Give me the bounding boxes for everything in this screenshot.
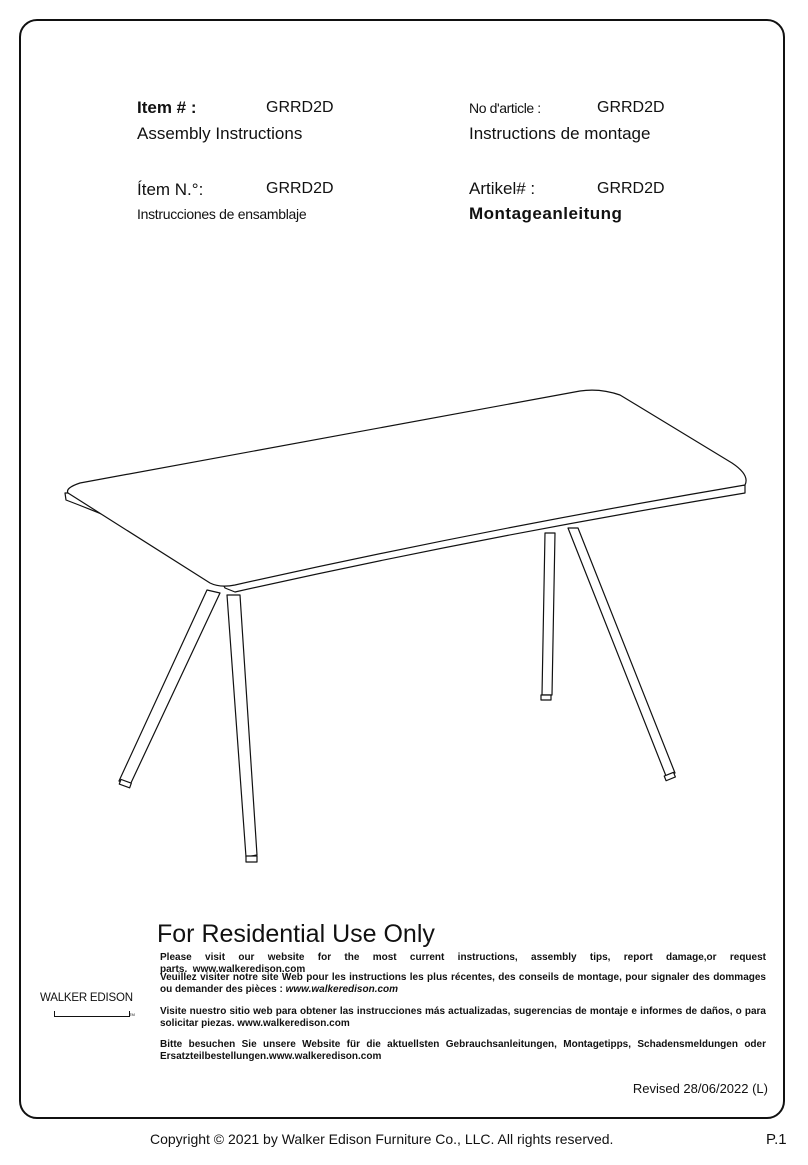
de-item-label: Artikel# : <box>469 179 536 198</box>
far-left-leg <box>568 528 675 781</box>
front-left-leg <box>119 590 220 788</box>
front-right-leg <box>227 595 257 862</box>
es-instructions-label: Instrucciones de ensamblaje <box>137 206 307 222</box>
info-spanish <box>160 1006 766 1030</box>
fr-item-label: No d'article : <box>469 100 541 116</box>
info-french-text: Veuillez visiter notre site Web pour les instructions les plus récentes, des conseils de montage, pour signaler des dommages ou demander des pièces : <box>160 972 766 995</box>
table-top-surface <box>68 390 747 586</box>
walker-edison-logo <box>40 992 142 1022</box>
revised-date: Revised 28/06/2022 (L) <box>632 1081 768 1096</box>
logo-text: WALKER EDISON <box>40 992 133 1004</box>
es-item-value: GRRD2D <box>266 180 334 197</box>
logo-trademark: TM <box>129 1012 135 1017</box>
copyright-notice: Copyright © 2021 by Walker Edison Furniture Co., LLC. All rights reserved. <box>150 1131 614 1147</box>
page-number: P.1 <box>766 1131 787 1148</box>
info-spanish-text: Visite nuestro sitio web para obtener las instrucciones más actualizadas, sugerencias de montaje e informes de daños, o para solicitar piezas. <box>160 1006 766 1029</box>
info-german <box>160 1039 766 1063</box>
de-instructions-label: Montageanleitung <box>469 204 623 223</box>
far-right-leg <box>541 533 555 700</box>
info-french <box>160 972 766 996</box>
info-english-url[interactable]: www.walkeredison.com <box>192 964 306 975</box>
info-spanish-url[interactable]: www.walkeredison.com <box>237 1018 350 1029</box>
fr-item-value: GRRD2D <box>597 99 665 116</box>
item-number-value: GRRD2D <box>266 99 334 116</box>
table-illustration <box>60 385 760 865</box>
logo-underline <box>54 1011 130 1017</box>
fr-instructions-label: Instructions de montage <box>469 124 651 143</box>
item-number-label: Item # : <box>137 98 197 117</box>
de-item-value: GRRD2D <box>597 180 665 197</box>
info-english-text: Please visit our website for the most current instructions, assembly tips, report damage,or request parts. <box>160 952 766 975</box>
info-german-url[interactable]: www.walkeredison.com <box>268 1051 382 1062</box>
info-french-url[interactable]: www.walkeredison.com <box>285 984 399 995</box>
info-german-text: Bitte besuchen Sie unsere Website für die aktuellsten Gebrauchsanleitungen, Montagetipps, Schadensmeldungen oder Ersatzteilbestellungen. <box>160 1039 766 1062</box>
assembly-instructions-label: Assembly Instructions <box>137 124 303 143</box>
es-item-label: Ítem N.°: <box>137 180 204 199</box>
residential-use-title: For Residential Use Only <box>157 920 435 948</box>
